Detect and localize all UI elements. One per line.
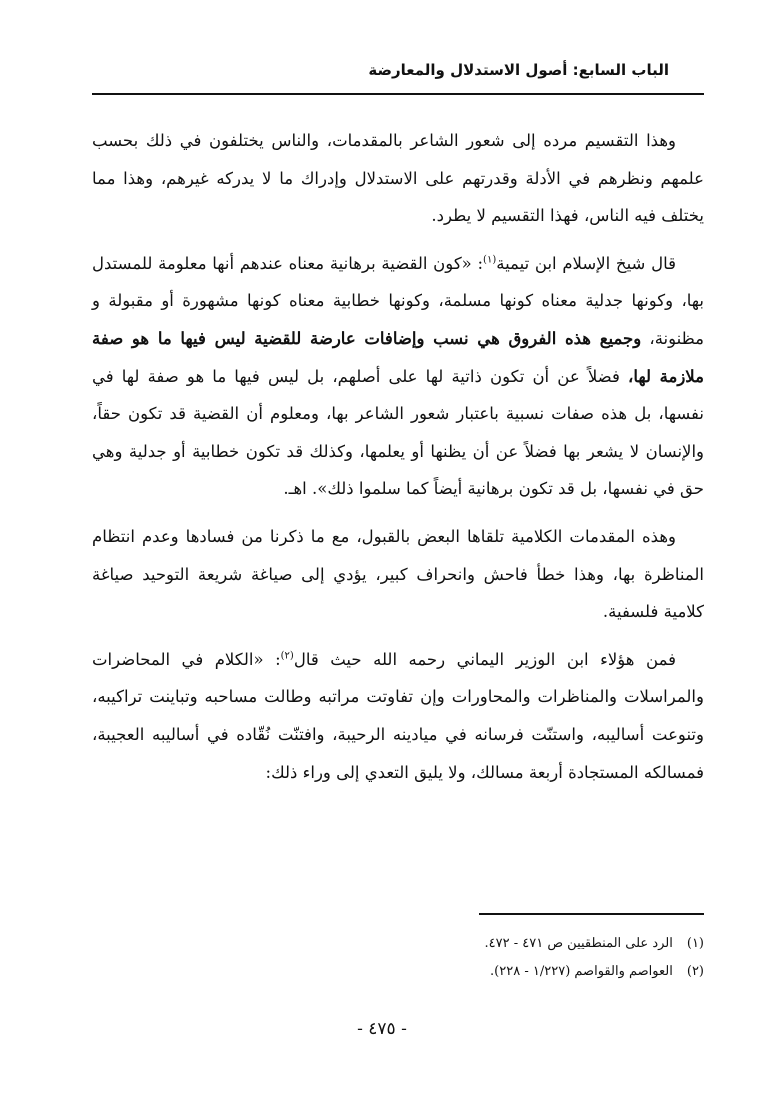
footnotes bbox=[104, 930, 704, 986]
paragraph-2-lead: قال شيخ الإسلام ابن تيمية bbox=[496, 253, 676, 273]
paragraph-2 bbox=[92, 245, 704, 508]
paragraph-2-quote: : «كون القضية برهانية معناه عندهم أنها معلومة للمستدل بها، وكونها جدلية معناه كونها مسلمة، وكونها خطابية معناه كونها مشهورة أو مقبولة و مظنونة، bbox=[92, 253, 705, 348]
footnote-1-text: الرد على المنطقيين ص ٤٧١ - ٤٧٢. bbox=[484, 936, 673, 951]
footnote-rule bbox=[479, 913, 704, 915]
paragraph-1-text: وهذا التقسيم مرده إلى شعور الشاعر بالمقدمات، والناس يختلفون في ذلك بحسب علمهم ونظرهم في الأدلة وقدرتهم على الاستدلال وإدراك ما لا يدركه غيرهم، وهذا مما يختلف فيه الناس، فهذا التقسيم لا يطرد. bbox=[92, 131, 704, 226]
header-rule bbox=[92, 93, 704, 95]
paragraph-2-end: فضلاً عن أن تكون ذاتية لها على أصلهم، بل ليس فيها ما هو صفة لها في نفسها، بل هذه صفات نسبية باعتبار شعور الشاعر بها، ومعلوم أن القضية قد تكون حقاً، والإنسان لا يشعر بها فضلاً عن أن يظنها أو يعلمها، وكذلك قد تكون خطابية أو جدلية وهي حق في نفسها، بل قد تكون برهانية أيضاً كما سلموا ذلك». اهـ. bbox=[92, 366, 704, 499]
footnote-1 bbox=[104, 930, 704, 958]
footnote-ref-1: (١) bbox=[483, 254, 497, 266]
footnote-2-text: العواصم والقواصم (١/٢٢٧ - ٢٢٨). bbox=[490, 964, 673, 979]
footnote-2 bbox=[104, 958, 704, 986]
running-head: الباب السابع: أصول الاستدلال والمعارضة bbox=[368, 61, 669, 79]
paragraph-4-lead: فمن هؤلاء ابن الوزير اليماني رحمه الله حيث قال bbox=[293, 649, 676, 669]
paragraph-4-quote: : «الكلام في المحاضرات والمراسلات والمناظرات والمحاورات وإن تفاوتت مراتبه وطالت مساحبه وتباينت تراكيبه، وتنوعت أساليبه، واستنّت فرسانه في ميادينه الرحيبة، وافتنّت نُقّاده في أساليبه العجيبة، فمسالكه المستجادة أربعة مسالك، ولا يليق التعدي إلى وراء ذلك: bbox=[92, 649, 704, 782]
paragraph-3-text: وهذه المقدمات الكلامية تلقاها البعض بالقبول، مع ما ذكرنا من فسادها وعدم انتظام المناظرة بها، وهذا خطأ فاحش وانحراف كبير، يؤدي إلى صياغة شريعة التوحيد صياغة كلامية فلسفية. bbox=[92, 526, 704, 622]
footnote-2-number: (٢) bbox=[686, 964, 704, 979]
paragraph-2-bold: وجميع هذه الفروق هي نسب وإضافات عارضة للقضية ليس فيها ما هو صفة ملازمة لها، bbox=[92, 328, 704, 386]
paragraph-3 bbox=[92, 518, 704, 631]
page-number: - ٤٧٥ - bbox=[357, 1019, 407, 1039]
body-text bbox=[92, 122, 704, 801]
paragraph-4 bbox=[92, 641, 704, 791]
footnote-ref-2: (٢) bbox=[280, 650, 294, 662]
paragraph-1 bbox=[92, 122, 704, 235]
footnote-1-number: (١) bbox=[686, 936, 704, 951]
